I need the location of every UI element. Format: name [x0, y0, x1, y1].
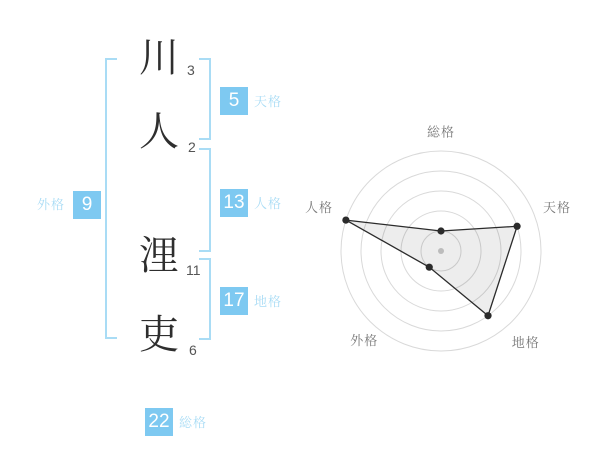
radar-point-4	[342, 216, 349, 223]
radar-axis-label-3: 外格	[350, 333, 379, 349]
surname-char-2: 人	[139, 110, 179, 154]
radar-point-2	[484, 312, 491, 319]
given-char-1: 浬	[139, 234, 179, 278]
radar-axis-label-4: 人格	[304, 199, 333, 215]
jinkaku-label: 人格	[254, 196, 283, 211]
radar-axis-label-0: 総格	[426, 124, 456, 140]
tenkaku-label: 天格	[254, 94, 283, 109]
chikaku-value-box: 17	[220, 287, 248, 315]
given-char-2: 吏	[139, 313, 179, 357]
surname-char-2-strokes: 2	[188, 139, 196, 155]
gaikaku-label: 外格	[37, 197, 66, 212]
given-char-1-strokes: 11	[186, 262, 201, 278]
jinkaku-bracket	[199, 148, 211, 252]
given-char-2-strokes: 6	[189, 342, 197, 358]
radar-chart	[291, 111, 591, 361]
tenkaku-value-box: 5	[220, 87, 248, 115]
soukaku-label: 総格	[179, 415, 208, 430]
radar-axis-label-2: 地格	[511, 335, 540, 351]
tenkaku-bracket	[199, 58, 211, 140]
surname-char-1: 川	[139, 36, 179, 80]
radar-point-0	[437, 227, 444, 234]
radar-axis-label-1: 天格	[543, 199, 572, 215]
radar-point-1	[513, 223, 520, 230]
radar-point-3	[426, 264, 433, 271]
gaikaku-bracket	[105, 58, 117, 339]
soukaku-value-box: 22	[145, 408, 173, 436]
gaikaku-value-box: 9	[73, 191, 101, 219]
jinkaku-value-box: 13	[220, 189, 248, 217]
chikaku-bracket	[199, 258, 211, 340]
surname-char-1-strokes: 3	[187, 62, 195, 78]
chikaku-label: 地格	[254, 294, 283, 309]
